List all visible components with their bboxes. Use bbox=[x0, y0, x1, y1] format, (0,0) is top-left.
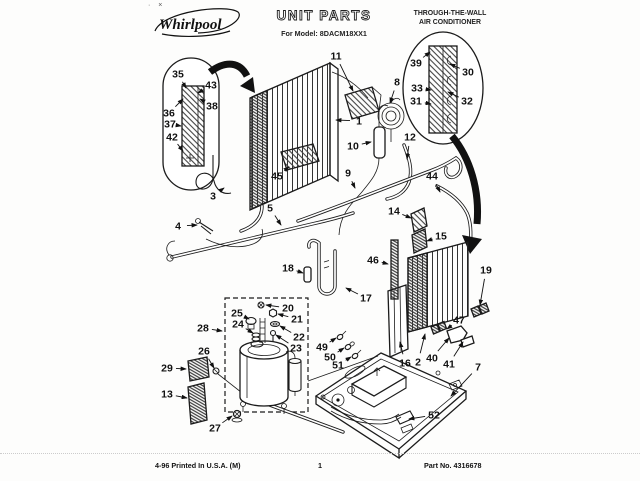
leader-line-47 bbox=[447, 325, 452, 329]
bracket-40-41 bbox=[447, 326, 474, 347]
leader-line-2 bbox=[420, 334, 425, 353]
footer bbox=[0, 453, 640, 481]
leader-line-15 bbox=[427, 239, 433, 241]
leader-line-17 bbox=[346, 288, 358, 294]
part-number-51: 51 bbox=[332, 360, 344, 372]
part-number-19: 19 bbox=[480, 265, 492, 277]
leader-line-27 bbox=[222, 416, 232, 423]
part-number-12: 12 bbox=[404, 132, 416, 144]
leader-line-41 bbox=[454, 342, 463, 356]
appliance-type-line1: THROUGH-THE-WALL bbox=[404, 10, 496, 19]
leader-line-14 bbox=[402, 214, 411, 218]
part-number-25: 25 bbox=[231, 308, 243, 320]
part-number-29: 29 bbox=[161, 363, 173, 375]
leader-line-18 bbox=[297, 271, 303, 273]
part-number-24: 24 bbox=[232, 319, 244, 331]
part-number-35: 35 bbox=[172, 69, 184, 81]
appliance-type-line2: AIR CONDITIONER bbox=[404, 19, 496, 28]
part-number-33: 33 bbox=[411, 83, 423, 95]
part-number-14: 14 bbox=[388, 206, 400, 218]
leader-line-11 bbox=[340, 64, 353, 91]
part-number-28: 28 bbox=[197, 323, 209, 335]
sleeve-18 bbox=[304, 267, 311, 282]
part-number-8: 8 bbox=[394, 77, 400, 89]
part-number-45: 45 bbox=[271, 171, 283, 183]
leader-line-23 bbox=[276, 335, 288, 343]
right-inset-pointer-arrow bbox=[452, 136, 482, 254]
brand-name: Whirlpool bbox=[159, 17, 222, 33]
leader-line-10 bbox=[362, 142, 371, 144]
part-number-3: 3 bbox=[210, 191, 216, 203]
footer-print-info: 4-96 Printed In U.S.A. (M) bbox=[155, 461, 240, 470]
footer-part-number: Part No. 4316678 bbox=[424, 461, 482, 470]
vibration-pad-13 bbox=[188, 383, 207, 424]
leader-line-40 bbox=[438, 338, 449, 351]
part-number-17: 17 bbox=[360, 293, 372, 305]
part-number-21: 21 bbox=[291, 314, 303, 326]
part-number-9: 9 bbox=[345, 168, 351, 180]
part-number-16: 16 bbox=[399, 358, 411, 370]
seal-strip-46 bbox=[391, 240, 398, 299]
suction-tube-5 bbox=[167, 213, 353, 261]
tube-12 bbox=[387, 145, 411, 199]
leader-line-1 bbox=[336, 120, 350, 121]
part-number-49: 49 bbox=[316, 342, 328, 354]
part-number-50: 50 bbox=[324, 352, 336, 364]
u-tube-17 bbox=[309, 240, 335, 294]
leader-line-49 bbox=[330, 338, 336, 342]
part-number-7: 7 bbox=[475, 362, 481, 374]
page-corner-marks: · × bbox=[148, 2, 165, 9]
part-number-1: 1 bbox=[356, 116, 362, 128]
part-number-11: 11 bbox=[330, 51, 341, 63]
part-number-44: 44 bbox=[426, 171, 438, 183]
compressor-fittings bbox=[246, 302, 280, 343]
part-number-43: 43 bbox=[205, 80, 217, 92]
fasteners-49-50-51 bbox=[336, 331, 361, 360]
page-title: UNIT PARTS bbox=[277, 8, 372, 23]
leader-line-13 bbox=[176, 396, 187, 398]
part-number-37: 37 bbox=[164, 119, 176, 131]
leader-line-26 bbox=[209, 359, 214, 368]
leader-line-51 bbox=[346, 357, 351, 360]
leader-line-4 bbox=[187, 225, 197, 226]
leader-line-3 bbox=[220, 188, 224, 191]
part-number-52: 52 bbox=[428, 410, 440, 422]
part-number-15: 15 bbox=[435, 231, 447, 243]
part-number-22: 22 bbox=[293, 332, 305, 344]
leader-line-9 bbox=[352, 181, 355, 188]
part-number-26: 26 bbox=[198, 346, 210, 358]
compressor-mount-tube bbox=[267, 404, 343, 432]
part-number-27: 27 bbox=[209, 423, 221, 435]
part-number-13: 13 bbox=[161, 389, 173, 401]
plate-14 bbox=[411, 208, 427, 232]
part-number-32: 32 bbox=[461, 96, 473, 108]
leader-line-29 bbox=[176, 368, 186, 369]
part-number-38: 38 bbox=[206, 101, 218, 113]
part-number-4: 4 bbox=[175, 221, 181, 233]
leader-line-28 bbox=[212, 329, 222, 331]
part-number-40: 40 bbox=[426, 353, 438, 365]
grommets-19 bbox=[471, 303, 489, 317]
footer-page-number: 1 bbox=[300, 461, 340, 470]
leader-line-22 bbox=[280, 326, 291, 332]
model-line: For Model: 8DACM18XX1 bbox=[238, 29, 410, 38]
part-number-10: 10 bbox=[347, 141, 359, 153]
part-number-41: 41 bbox=[443, 359, 455, 371]
part-number-2: 2 bbox=[415, 357, 421, 369]
part-number-46: 46 bbox=[367, 255, 379, 267]
part-number-39: 39 bbox=[410, 58, 422, 70]
part-number-20: 20 bbox=[282, 303, 294, 315]
vibration-pad-29 bbox=[188, 357, 209, 381]
part-number-23: 23 bbox=[290, 343, 302, 355]
part-number-42: 42 bbox=[166, 132, 178, 144]
shroud-seal-11 bbox=[345, 87, 381, 119]
leader-line-46 bbox=[382, 262, 388, 264]
leader-line-5 bbox=[275, 216, 281, 225]
part-number-47: 47 bbox=[453, 315, 465, 327]
part-number-36: 36 bbox=[163, 108, 175, 120]
leader-line-50 bbox=[338, 348, 344, 352]
part-number-18: 18 bbox=[282, 263, 294, 275]
part-number-31: 31 bbox=[410, 96, 422, 108]
part-number-30: 30 bbox=[462, 67, 474, 79]
part-number-5: 5 bbox=[267, 203, 273, 215]
leader-line-19 bbox=[480, 279, 484, 305]
leader-line-20 bbox=[266, 305, 279, 307]
